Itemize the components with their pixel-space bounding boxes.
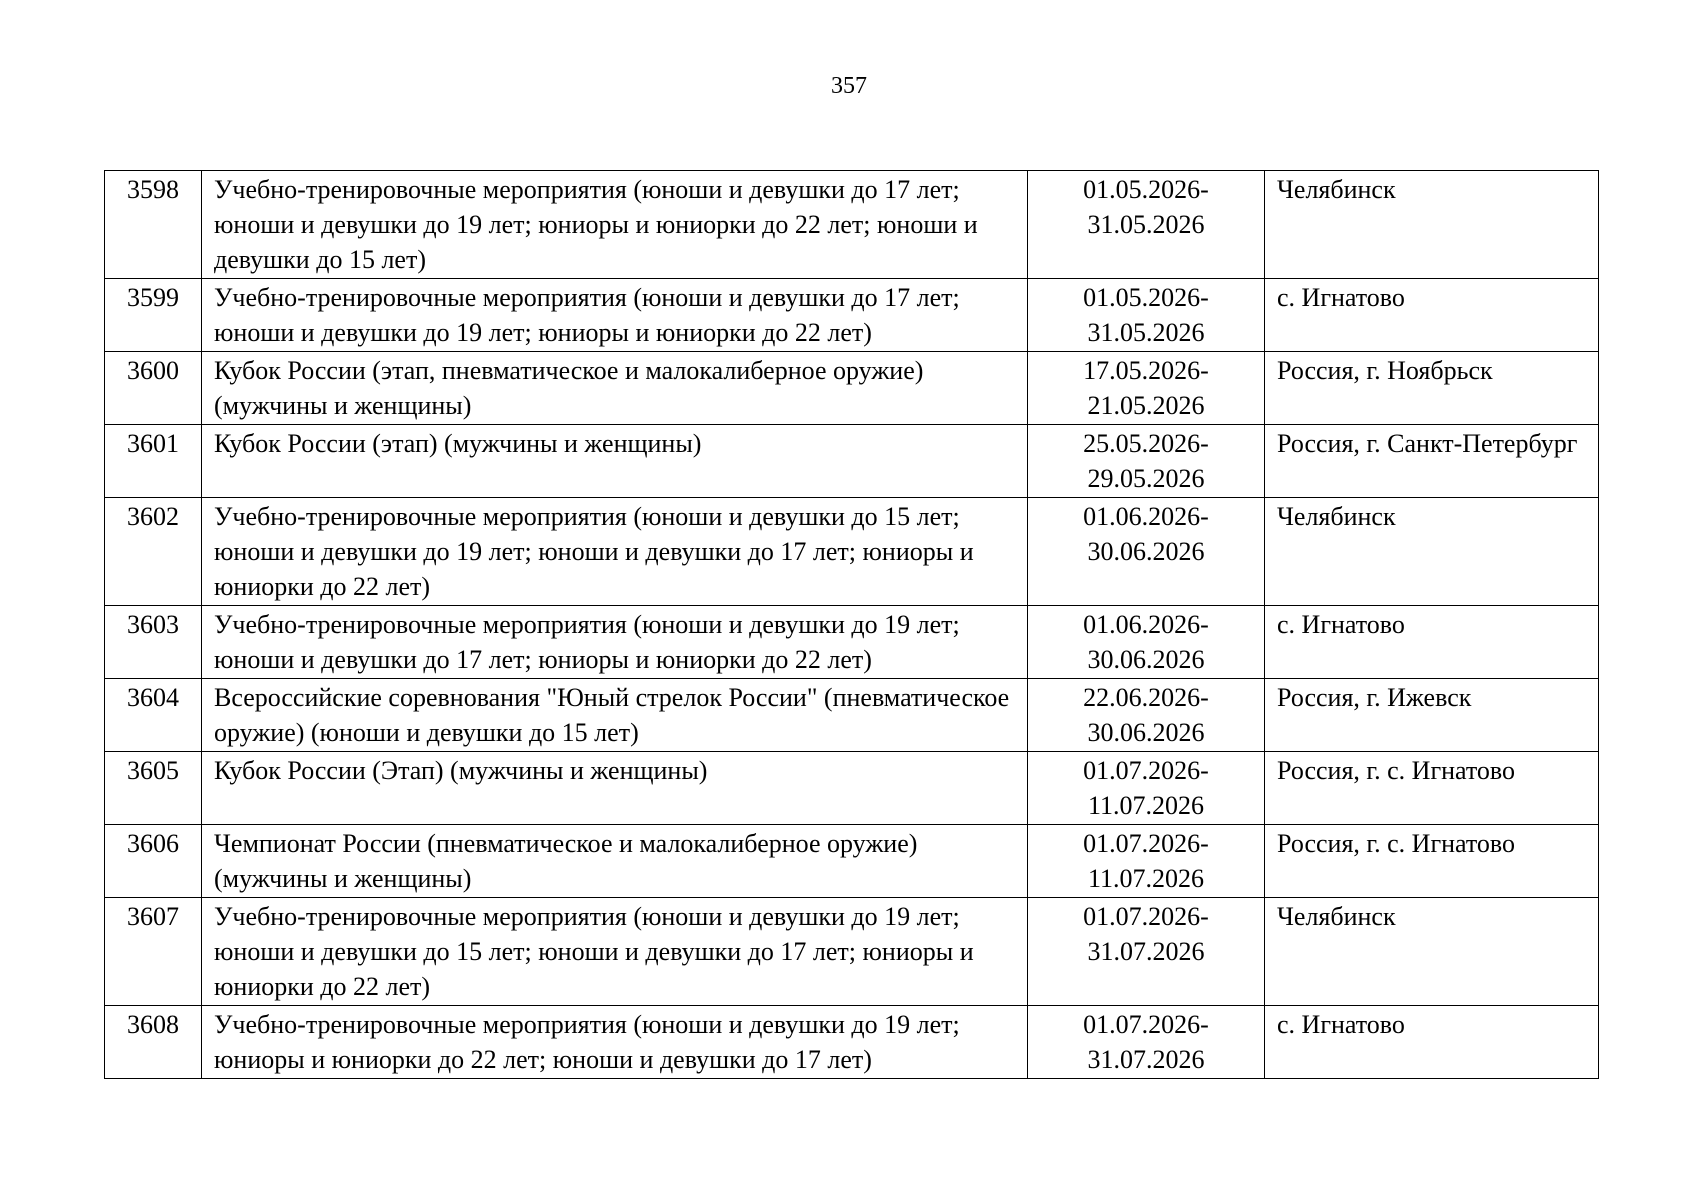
- event-place: Челябинск: [1265, 171, 1599, 279]
- event-date-start: 17.05.2026-: [1083, 356, 1209, 385]
- event-place: Челябинск: [1265, 898, 1599, 1006]
- event-place: с. Игнатово: [1265, 606, 1599, 679]
- table-row: [105, 606, 1599, 679]
- event-place: Челябинск: [1265, 498, 1599, 606]
- table-row: [105, 898, 1599, 1006]
- event-dates: [1028, 825, 1265, 898]
- event-date-start: 25.05.2026-: [1083, 429, 1209, 458]
- event-place: Россия, г. Санкт-Петербург: [1265, 425, 1599, 498]
- event-dates: [1028, 679, 1265, 752]
- event-date-end: 30.06.2026: [1087, 645, 1205, 674]
- event-dates: [1028, 498, 1265, 606]
- event-date-start: 01.07.2026-: [1083, 1010, 1209, 1039]
- event-number: 3598: [105, 171, 202, 279]
- table-row: [105, 279, 1599, 352]
- event-date-start: 01.07.2026-: [1083, 902, 1209, 931]
- event-date-end: 30.06.2026: [1087, 718, 1205, 747]
- event-date-start: 01.05.2026-: [1083, 283, 1209, 312]
- event-date-start: 01.07.2026-: [1083, 829, 1209, 858]
- event-place: с. Игнатово: [1265, 1006, 1599, 1079]
- table-row: [105, 825, 1599, 898]
- table-row: [105, 352, 1599, 425]
- event-number: 3608: [105, 1006, 202, 1079]
- event-name: Учебно-тренировочные мероприятия (юноши и девушки до 15 лет; юноши и девушки до 19 лет; юноши и девушки до 17 лет; юниоры и юниорки до 22 лет): [202, 498, 1028, 606]
- event-place: Россия, г. с. Игнатово: [1265, 752, 1599, 825]
- event-number: 3603: [105, 606, 202, 679]
- event-name: Кубок России (этап) (мужчины и женщины): [202, 425, 1028, 498]
- event-name: Учебно-тренировочные мероприятия (юноши и девушки до 17 лет; юноши и девушки до 19 лет; юниоры и юниорки до 22 лет): [202, 279, 1028, 352]
- event-number: 3604: [105, 679, 202, 752]
- event-name: Всероссийские соревнования "Юный стрелок России" (пневматическое оружие) (юноши и девушки до 15 лет): [202, 679, 1028, 752]
- event-dates: [1028, 752, 1265, 825]
- event-place: с. Игнатово: [1265, 279, 1599, 352]
- event-date-end: 31.07.2026: [1087, 937, 1205, 966]
- event-date-end: 31.07.2026: [1087, 1045, 1205, 1074]
- event-date-start: 22.06.2026-: [1083, 683, 1209, 712]
- event-date-end: 31.05.2026: [1087, 318, 1205, 347]
- event-dates: [1028, 352, 1265, 425]
- event-place: Россия, г. Ижевск: [1265, 679, 1599, 752]
- event-date-end: 29.05.2026: [1087, 464, 1205, 493]
- event-date-end: 11.07.2026: [1087, 864, 1205, 893]
- table-row: [105, 171, 1599, 279]
- event-name: Кубок России (Этап) (мужчины и женщины): [202, 752, 1028, 825]
- event-number: 3600: [105, 352, 202, 425]
- event-date-end: 11.07.2026: [1087, 791, 1205, 820]
- table-row: [105, 425, 1599, 498]
- event-number: 3601: [105, 425, 202, 498]
- event-number: 3605: [105, 752, 202, 825]
- event-date-end: 31.05.2026: [1087, 210, 1205, 239]
- event-dates: [1028, 898, 1265, 1006]
- event-name: Учебно-тренировочные мероприятия (юноши и девушки до 19 лет; юноши и девушки до 17 лет; юниоры и юниорки до 22 лет): [202, 606, 1028, 679]
- event-name: Учебно-тренировочные мероприятия (юноши и девушки до 19 лет; юноши и девушки до 15 лет; юноши и девушки до 17 лет; юниоры и юниорки до 22 лет): [202, 898, 1028, 1006]
- event-name: Чемпионат России (пневматическое и малокалиберное оружие) (мужчины и женщины): [202, 825, 1028, 898]
- event-place: Россия, г. Ноябрьск: [1265, 352, 1599, 425]
- table-row: [105, 1006, 1599, 1079]
- events-table: [104, 170, 1599, 1079]
- event-name: Кубок России (этап, пневматическое и малокалиберное оружие) (мужчины и женщины): [202, 352, 1028, 425]
- event-number: 3599: [105, 279, 202, 352]
- event-date-start: 01.06.2026-: [1083, 502, 1209, 531]
- event-name: Учебно-тренировочные мероприятия (юноши и девушки до 19 лет; юниоры и юниорки до 22 лет; юноши и девушки до 17 лет): [202, 1006, 1028, 1079]
- event-number: 3606: [105, 825, 202, 898]
- event-dates: [1028, 606, 1265, 679]
- event-name: Учебно-тренировочные мероприятия (юноши и девушки до 17 лет; юноши и девушки до 19 лет; юниоры и юниорки до 22 лет; юноши и девушки до 15 лет): [202, 171, 1028, 279]
- event-date-end: 21.05.2026: [1087, 391, 1205, 420]
- event-dates: [1028, 1006, 1265, 1079]
- event-number: 3607: [105, 898, 202, 1006]
- page-number: 357: [831, 73, 867, 99]
- event-place: Россия, г. с. Игнатово: [1265, 825, 1599, 898]
- event-date-start: 01.07.2026-: [1083, 756, 1209, 785]
- table-row: [105, 679, 1599, 752]
- event-dates: [1028, 279, 1265, 352]
- event-dates: [1028, 425, 1265, 498]
- table-row: [105, 752, 1599, 825]
- table-row: [105, 498, 1599, 606]
- event-date-start: 01.05.2026-: [1083, 175, 1209, 204]
- event-number: 3602: [105, 498, 202, 606]
- event-date-start: 01.06.2026-: [1083, 610, 1209, 639]
- event-date-end: 30.06.2026: [1087, 537, 1205, 566]
- event-dates: [1028, 171, 1265, 279]
